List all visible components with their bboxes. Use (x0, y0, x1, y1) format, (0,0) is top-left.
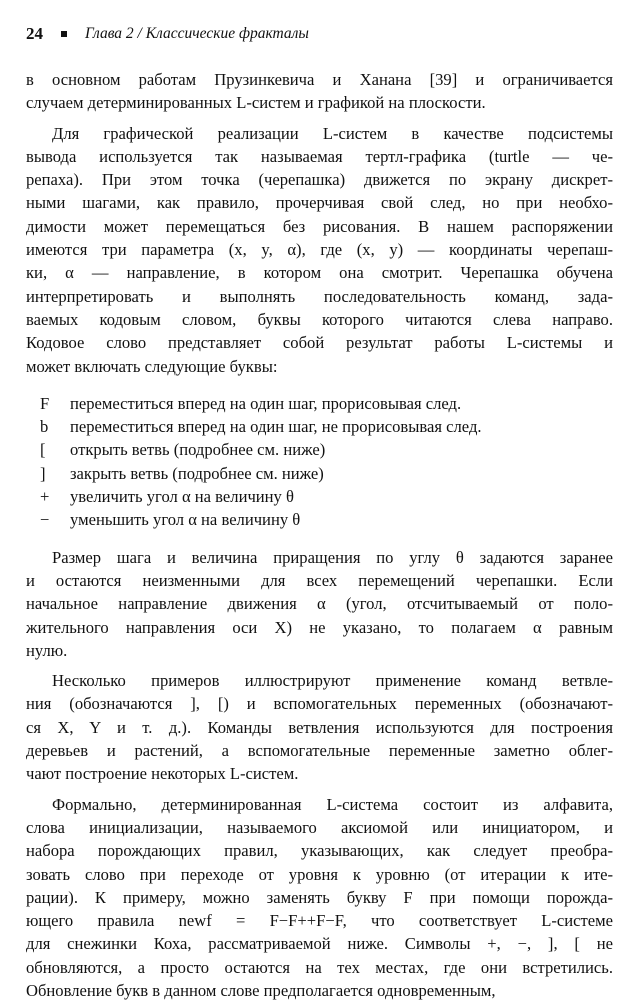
paragraph-p2 (26, 122, 613, 378)
text-line: интерпретировать и выполнять последовательность команд, зада- (26, 286, 613, 306)
text-line: ющего правила newf = F−F++F−F, что соответствует L-системе (26, 911, 613, 931)
command-symbol: b (40, 417, 49, 437)
command-symbol: [ (40, 440, 46, 460)
text-line: ся X, Y и т. д.). Команды ветвления используются для построения (26, 717, 613, 737)
text-line: вывода используется так называемая тертл-графика (turtle — че- (26, 146, 613, 166)
text-line: ния (обозначаются ], [) и вспомогательных переменных (обозначают- (26, 694, 613, 714)
text-line: деревьев и растений, а вспомогательные переменные заметно облег- (26, 741, 613, 761)
command-symbol: F (40, 393, 50, 413)
command-item (26, 508, 613, 531)
text-line: Несколько примеров иллюстрируют применение команд ветвле- (52, 671, 613, 691)
command-description: переместиться вперед на один шаг, прорисовывая след. (70, 393, 462, 413)
chapter-title: Глава 2 / Классические фракталы (85, 25, 309, 42)
following-paragraphs (26, 546, 613, 1002)
command-item (26, 415, 613, 438)
command-description: закрыть ветвь (подробнее см. ниже) (70, 463, 324, 483)
command-item (26, 392, 613, 415)
text-line: ваемых кодовым словом, буквы которого читаются слева направо. (26, 309, 613, 329)
square-bullet-icon (61, 31, 67, 37)
text-line: и остаются неизменными для всех перемещений черепашки. Если (26, 570, 613, 590)
text-line: димости может перемещаться без рисования. В нашем распоряжении (26, 216, 613, 236)
paragraph-p4 (26, 669, 613, 785)
text-line: начальное направление движения α (угол, отсчитываемый от поло- (26, 594, 613, 614)
text-line: зовать слово при переходе от уровня к уровню (от итерации к ите- (26, 864, 613, 884)
text-line: имеются три параметра (x, y, α), где (x, y) — координаты черепаш- (26, 240, 613, 260)
text-line: рации). К примеру, можно заменять букву F при помощи порожда- (26, 887, 613, 907)
text-line: набора порождающих правил, указывающих, как следует преобра- (26, 841, 613, 861)
page-body (26, 68, 613, 1002)
text-line: Кодовое слово представляет собой результат работы L-системы и (26, 333, 613, 353)
command-description: уменьшить угол α на величину θ (70, 510, 301, 530)
intro-paragraphs (26, 68, 613, 378)
text-line: ными шагами, как правило, прочерчивая свой след, но при необхо- (26, 193, 613, 213)
command-symbol: + (40, 487, 50, 507)
command-item (26, 462, 613, 485)
command-item (26, 438, 613, 461)
command-item (26, 485, 613, 508)
text-line: Для графической реализации L-систем в качестве подсистемы (52, 123, 613, 143)
command-symbol: − (40, 510, 50, 530)
turtle-command-list (26, 392, 613, 532)
text-line: для снежинки Коха, рассматриваемой ниже. Символы +, −, ], [ не (26, 934, 613, 954)
paragraph-p5 (26, 793, 613, 1002)
text-line: Формально, детерминированная L-система состоит из алфавита, (52, 794, 613, 814)
paragraph-p3 (26, 546, 613, 662)
text-line: нулю. (26, 640, 68, 660)
text-line: ки, α — направление, в котором она смотрит. Черепашка обучена (26, 263, 613, 283)
text-line: чают построение некоторых L-систем. (26, 764, 299, 784)
text-line: Размер шага и величина приращения по углу θ задаются заранее (52, 547, 613, 567)
text-line: может включать следующие буквы: (26, 356, 278, 376)
command-description: открыть ветвь (подробнее см. ниже) (70, 440, 326, 460)
paragraph-p1 (26, 68, 613, 115)
command-description: переместиться вперед на один шаг, не прорисовывая след. (70, 417, 482, 437)
text-line: в основном работам Прузинкевича и Ханана [39] и ограничивается (26, 70, 613, 89)
command-symbol: ] (40, 463, 46, 483)
running-head (26, 22, 613, 46)
text-line: репаха). При этом точка (черепашка) движется по экрану дискрет- (26, 170, 613, 190)
page-number: 24 (26, 24, 43, 43)
text-line: слова инициализации, называемого аксиомой или инициатором, и (26, 817, 613, 837)
text-line: обновляются, а просто остаются на тех местах, где они встретились. (26, 957, 613, 977)
command-description: увеличить угол α на величину θ (70, 487, 294, 507)
text-line: случаем детерминированных L-систем и графикой на плоскости. (26, 93, 486, 113)
text-line: Обновление букв в данном слове предполагается одновременным, (26, 980, 496, 1000)
text-line: жительного направления оси X) не указано, то полагаем α равным (26, 617, 613, 637)
